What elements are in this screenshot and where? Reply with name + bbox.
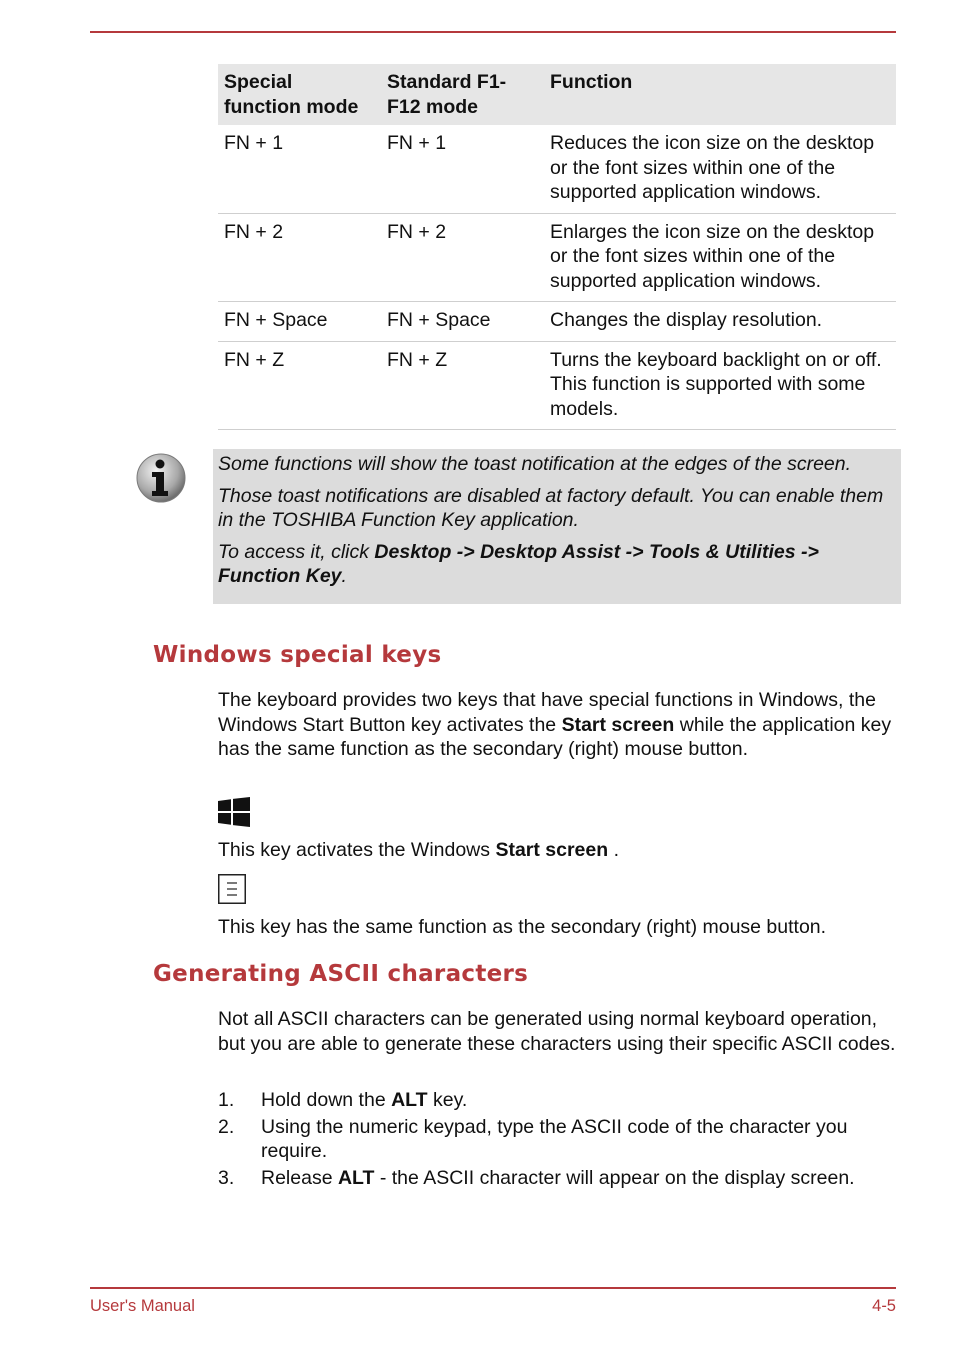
list-item: 1. Hold down the ALT key.: [218, 1089, 468, 1111]
footer-title: User's Manual: [90, 1297, 195, 1315]
application-key-icon: [218, 874, 246, 904]
table-row: [218, 213, 896, 302]
cell-standard: FN + 2: [381, 213, 544, 302]
note-box: [213, 449, 901, 604]
note-line: Those toast notifications are disabled at factory default. You can enable them in the TOSHIBA Function Key application.: [218, 484, 884, 531]
header-standard-mode: Standard F1- F12 mode: [381, 64, 544, 125]
header-special-mode: Special function mode: [218, 64, 381, 125]
table-row: [218, 302, 896, 342]
table-row: [218, 125, 896, 213]
cell-function: Enlarges the icon size on the desktop or the font sizes within one of the supported application windows.: [544, 213, 896, 302]
function-key-table: [218, 64, 896, 430]
cell-standard: FN + 1: [381, 125, 544, 213]
windows-key-description: This key activates the Windows Start screen .: [218, 839, 620, 861]
table-row: [218, 341, 896, 430]
list-item: 2. Using the numeric keypad, type the ASCII code of the character you require.: [218, 1115, 848, 1162]
cell-special: FN + Space: [218, 302, 381, 342]
list-item: 3. Release ALT - the ASCII character will appear on the display screen.: [218, 1166, 855, 1189]
page-number: 4-5: [872, 1297, 896, 1315]
section-title-windows-keys: Windows special keys: [153, 642, 442, 668]
application-key-description: This key has the same function as the secondary (right) mouse button.: [218, 916, 827, 938]
info-icon: [136, 452, 186, 504]
cell-function: Changes the display resolution.: [544, 302, 896, 342]
note-line: To access it, click Desktop -> Desktop Assist -> Tools & Utilities -> Function Key.: [218, 540, 819, 587]
table-header-row: [218, 64, 896, 125]
top-rule: [90, 31, 896, 33]
header-function: Function: [544, 64, 896, 125]
bottom-rule: [90, 1287, 896, 1289]
cell-function: Turns the keyboard backlight on or off. This function is supported with some models.: [544, 341, 896, 430]
cell-special: FN + Z: [218, 341, 381, 430]
cell-standard: FN + Space: [381, 302, 544, 342]
note-line: Some functions will show the toast notification at the edges of the screen.: [218, 453, 852, 475]
cell-function: Reduces the icon size on the desktop or the font sizes within one of the supported application windows.: [544, 125, 896, 213]
cell-standard: FN + Z: [381, 341, 544, 430]
cell-special: FN + 1: [218, 125, 381, 213]
cell-special: FN + 2: [218, 213, 381, 302]
section-title-ascii: Generating ASCII characters: [153, 961, 529, 987]
ascii-intro: Not all ASCII characters can be generated using normal keyboard operation, but you are able to generate these characters using their specific ASCII codes.: [218, 1008, 896, 1055]
windows-keys-intro: The keyboard provides two keys that have special functions in Windows, the Windows Start Button key activates the Start screen while the application key has the same function as the secondary (right) mouse button.: [218, 689, 892, 760]
ascii-steps-list: [218, 1088, 898, 1192]
note-path: Desktop -> Desktop Assist -> Tools & Utilities -> Function Key: [218, 540, 819, 587]
windows-logo-icon: [218, 797, 250, 827]
